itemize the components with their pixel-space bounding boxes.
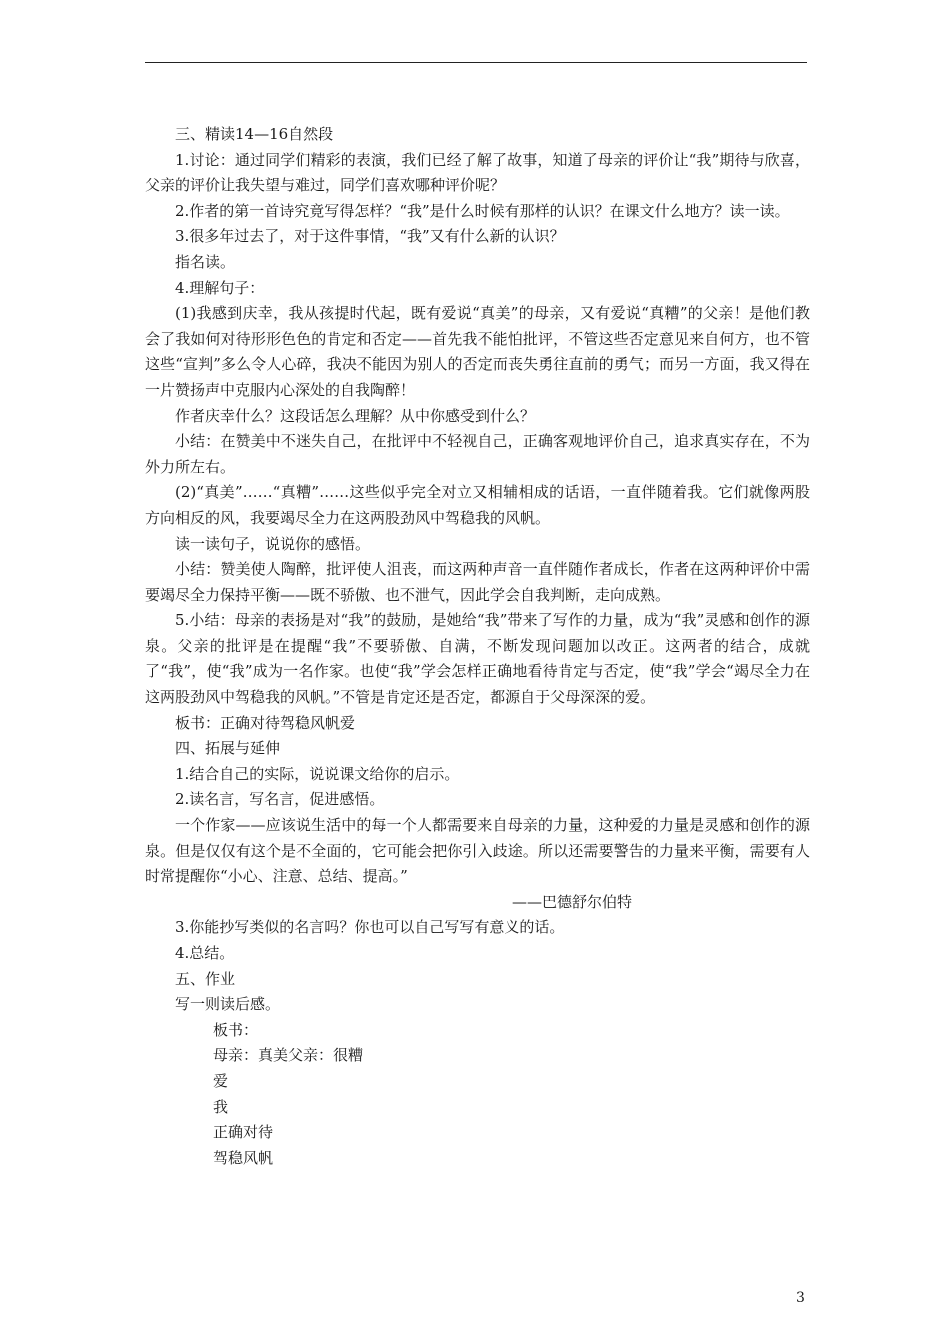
section-heading-5: 五、作业 xyxy=(175,969,236,988)
paragraph: 4.理解句子： xyxy=(175,278,265,297)
board-line: 母亲：真美父亲：很糟 xyxy=(213,1046,364,1065)
paragraph: 3.你能抄写类似的名言吗？你也可以自己写写有意义的话。 xyxy=(175,918,565,937)
section-heading-3: 三、精读14—16自然段 xyxy=(175,125,334,143)
quote-paragraph: (2)“真美”……“真糟”……这些似乎完全对立又相辅相成的话语，一直伴随着我。它们就像两股方向相反的风，我要竭尽全力在这两股劲风中驾稳我的风帆。 xyxy=(145,483,810,527)
board-line: 驾稳风帆 xyxy=(213,1148,274,1167)
paragraph: 作者庆幸什么？这段话怎么理解？从中你感受到什么？ xyxy=(175,406,536,425)
page-number: 3 xyxy=(796,1290,805,1306)
paragraph: 1.讨论：通过同学们精彩的表演，我们已经了解了故事，知道了母亲的评价让“我”期待与欣喜，父亲的评价让我失望与难过，同学们喜欢哪种评价呢？ xyxy=(145,150,810,195)
paragraph: 指名读。 xyxy=(175,252,236,271)
summary-paragraph: 小结：赞美使人陶醉，批评使人沮丧，而这两种声音一直伴随作者成长，作者在这两种评价中需要竭尽全力保持平衡——既不骄傲、也不泄气，因此学会自我判断，走向成熟。 xyxy=(145,560,810,604)
quote-attribution: ——巴德舒尔伯特 xyxy=(511,892,632,911)
paragraph: 写一则读后感。 xyxy=(175,995,281,1014)
quote-paragraph: (1)我感到庆幸，我从孩提时代起，既有爱说“真美”的母亲，又有爱说“真糟”的父亲！是他们教会了我如何对待形形色色的肯定和否定——首先我不能怕批评，不管这些否定意见来自何方，也不管这些“宣判”多么令人心碎，我决不能因为别人的否定而丧失勇往直前的勇气；而另一方面，我又得在一片赞扬声中克服内心深处的自我陶醉！ xyxy=(145,304,810,399)
board-line: 正确对待 xyxy=(213,1123,274,1142)
paragraph: 1.结合自己的实际，说说课文给你的启示。 xyxy=(175,764,460,783)
paragraph: 2.读名言，写名言，促进感悟。 xyxy=(175,790,385,809)
board-line: 我 xyxy=(213,1097,229,1116)
paragraph: 3.很多年过去了，对于这件事情，“我”又有什么新的认识？ xyxy=(175,227,565,246)
paragraph: 板书：正确对待驾稳风帆爱 xyxy=(175,713,356,732)
section-heading-4: 四、拓展与延伸 xyxy=(175,739,281,758)
header-rule xyxy=(145,62,807,63)
board-line: 板书： xyxy=(213,1020,259,1039)
board-line: 爱 xyxy=(213,1071,229,1090)
paragraph: 读一读句子，说说你的感悟。 xyxy=(175,534,371,553)
summary-paragraph: 5.小结：母亲的表扬是对“我”的鼓励，是她给“我”带来了写作的力量，成为“我”灵感和创作的源泉。父亲的批评是在提醒“我”不要骄傲、自满，不断发现问题加以改正。这两者的结合，成就了“我”，使“我”成为一名作家。也使“我”学会怎样正确地看待肯定与否定，使“我”学会“竭尽全力在这两股劲风中驾稳我的风帆。”不管是肯定还是否定，都源自于父母深深的爱。 xyxy=(145,611,810,707)
paragraph: 2.作者的第一首诗究竟写得怎样？“我”是什么时候有那样的认识？在课文什么地方？读一读。 xyxy=(175,201,790,220)
summary-paragraph: 小结：在赞美中不迷失自己，在批评中不轻视自己，正确客观地评价自己，追求真实存在，不为外力所左右。 xyxy=(145,432,810,476)
paragraph: 4.总结。 xyxy=(175,944,235,962)
quote-paragraph: 一个作家——应该说生活中的每一个人都需要来自母亲的力量，这种爱的力量是灵感和创作的源泉。但是仅仅有这个是不全面的，它可能会把你引入歧途。所以还需要警告的力量来平衡，需要有人时常提醒你“小心、注意、总结、提高。” xyxy=(145,816,810,886)
document-body xyxy=(145,122,810,1171)
